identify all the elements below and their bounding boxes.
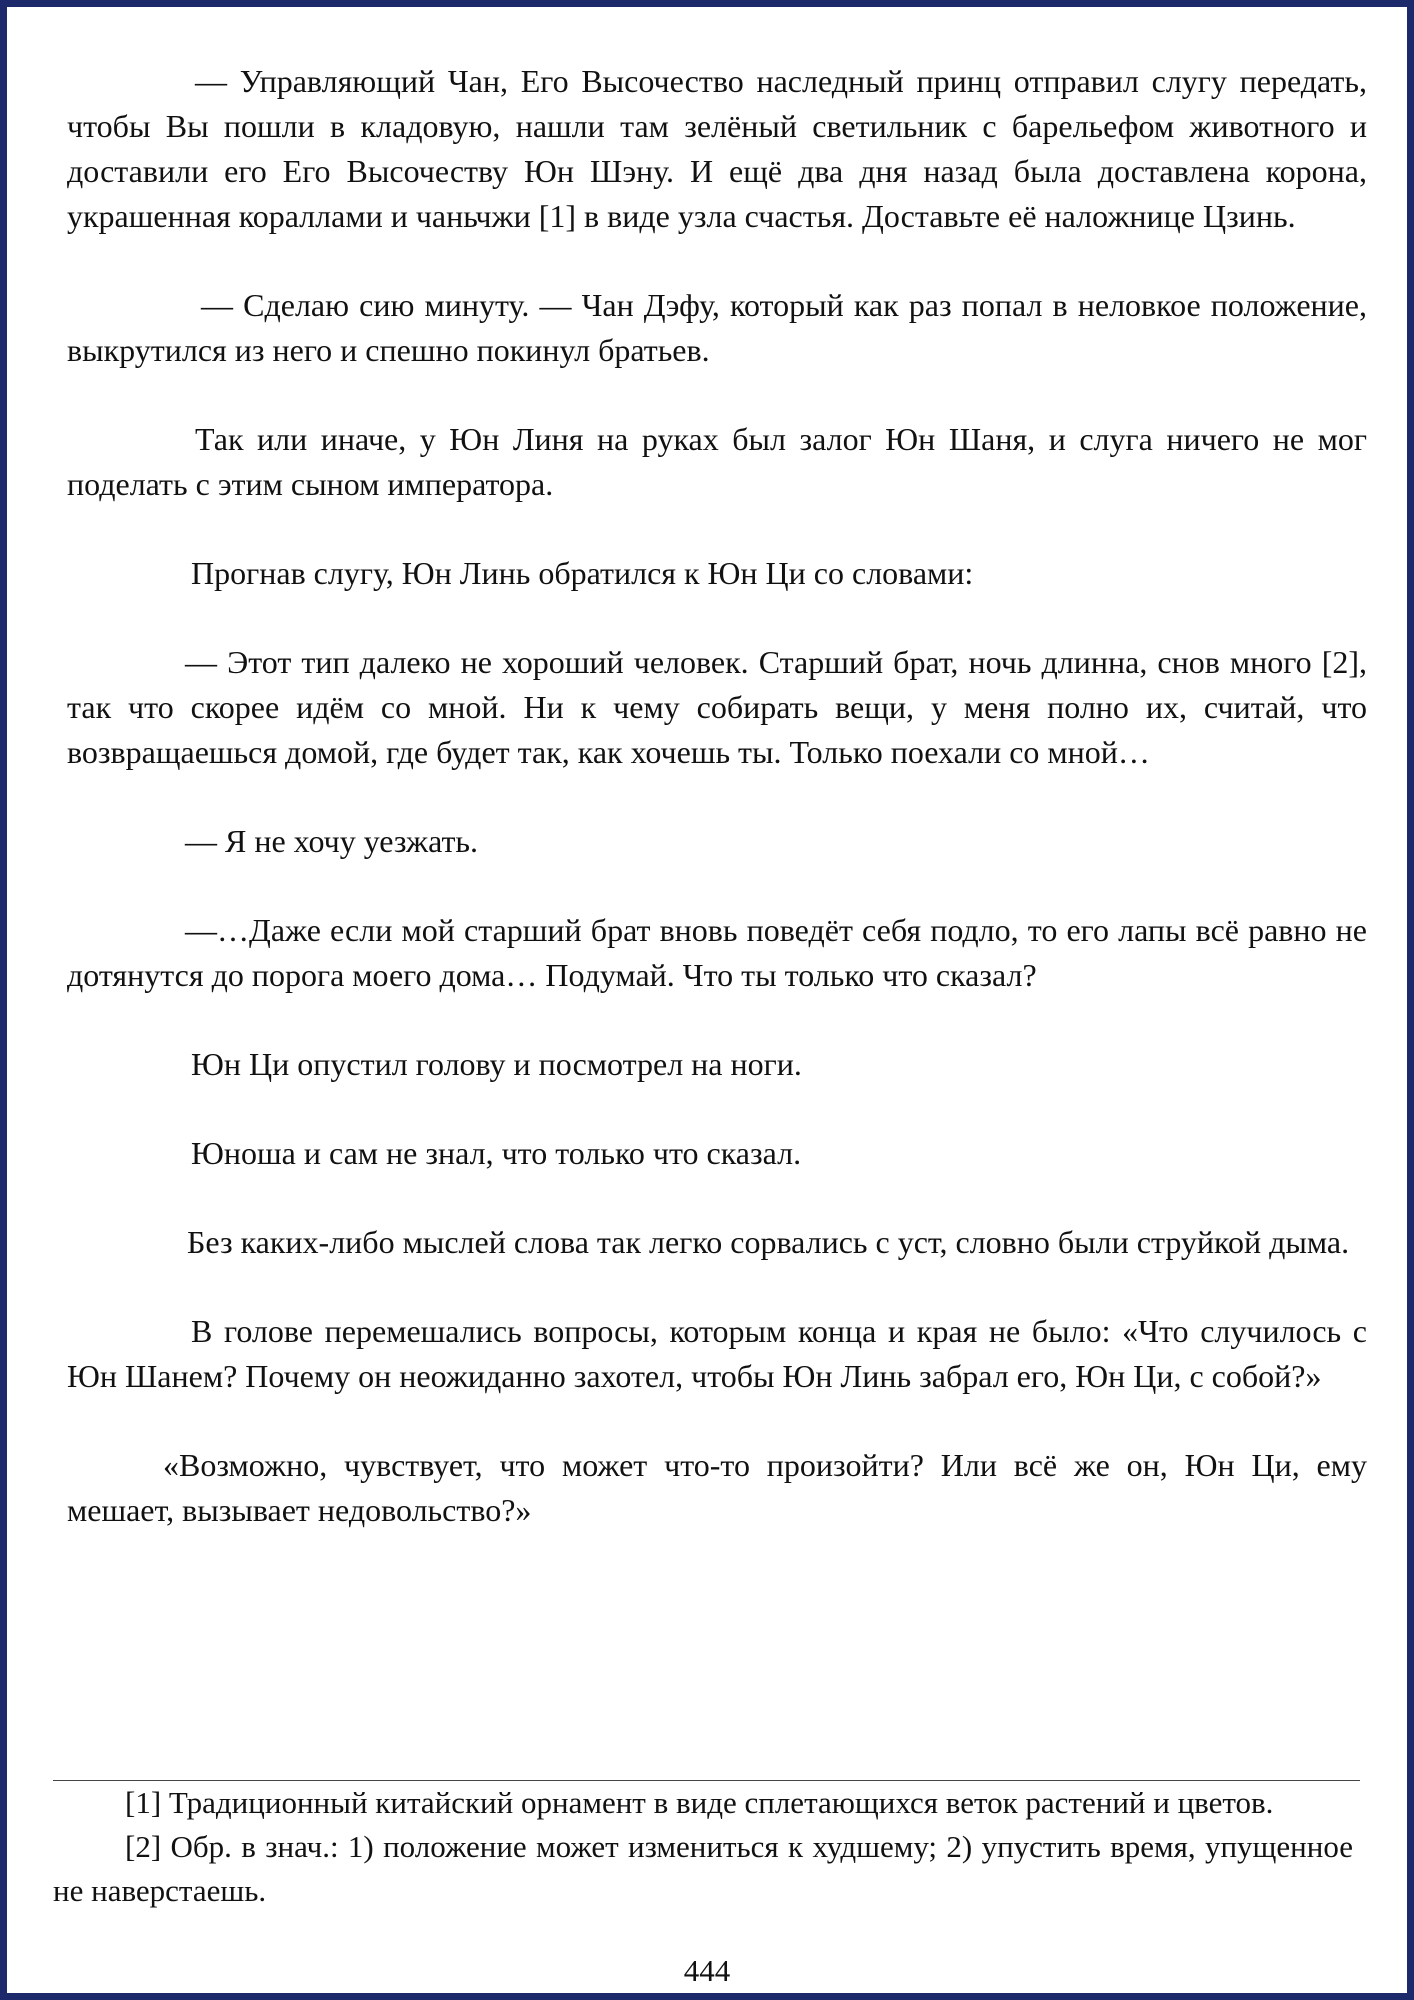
footnote: [1] Традиционный китайский орнамент в виде сплетающихся веток растений и цветов. xyxy=(125,1785,1274,1820)
paragraph: «Возможно, чувствует, что может что-то произойти? Или всё же он, Юн Ци, ему мешает, вызывает недовольство?» xyxy=(67,1447,1367,1528)
paragraph: Юн Ци опустил голову и посмотрел на ноги. xyxy=(191,1046,802,1082)
paragraph: Без каких-либо мыслей слова так легко сорвались с уст, словно были струйкой дыма. xyxy=(187,1224,1350,1260)
paragraph: — Этот тип далеко не хороший человек. Старший брат, ночь длинна, снов много [2], так что скорее идём со мной. Ни к чему собирать вещи, у меня полно их, считай, что возвращаешься домой, где будет так, как хочешь ты. Только поехали со мной… xyxy=(67,644,1367,770)
footnotes xyxy=(53,1781,1353,1913)
paragraph: Юноша и сам не знал, что только что сказал. xyxy=(191,1135,802,1171)
paragraph: — Я не хочу уезжать. xyxy=(185,823,479,859)
page-number: 444 xyxy=(683,1953,731,1988)
paragraph: — Сделаю сию минуту. — Чан Дэфу, который как раз попал в неловкое положение, выкрутился из него и спешно покинул братьев. xyxy=(67,287,1367,368)
paragraph: — Управляющий Чан, Его Высочество наследный принц отправил слугу передать, чтобы Вы пошли в кладовую, нашли там зелёный светильник с барельефом животного и доставили его Его Высочеству Юн Шэну. И ещё два дня назад была доставлена корона, украшенная кораллами и чаньчжи [1] в виде узла счастья. Доставьте её наложнице Цзинь. xyxy=(67,63,1367,234)
paragraph: Так или иначе, у Юн Линя на руках был залог Юн Шаня, и слуга ничего не мог поделать с этим сыном императора. xyxy=(67,421,1367,502)
paragraph: —…Даже если мой старший брат вновь поведёт себя подло, то его лапы всё равно не дотянутся до порога моего дома… Подумай. Что ты только что сказал? xyxy=(67,912,1367,993)
footnote: [2] Обр. в знач.: 1) положение может измениться к худшему; 2) упустить время, упущенное не наверстаешь. xyxy=(53,1829,1353,1908)
paragraph: Прогнав слугу, Юн Линь обратился к Юн Ци со словами: xyxy=(191,555,974,591)
page-body xyxy=(67,59,1367,1577)
paragraph: В голове перемешались вопросы, которым конца и края не было: «Что случилось с Юн Шанем? Почему он неожиданно захотел, чтобы Юн Линь забрал его, Юн Ци, с собой?» xyxy=(67,1313,1367,1394)
